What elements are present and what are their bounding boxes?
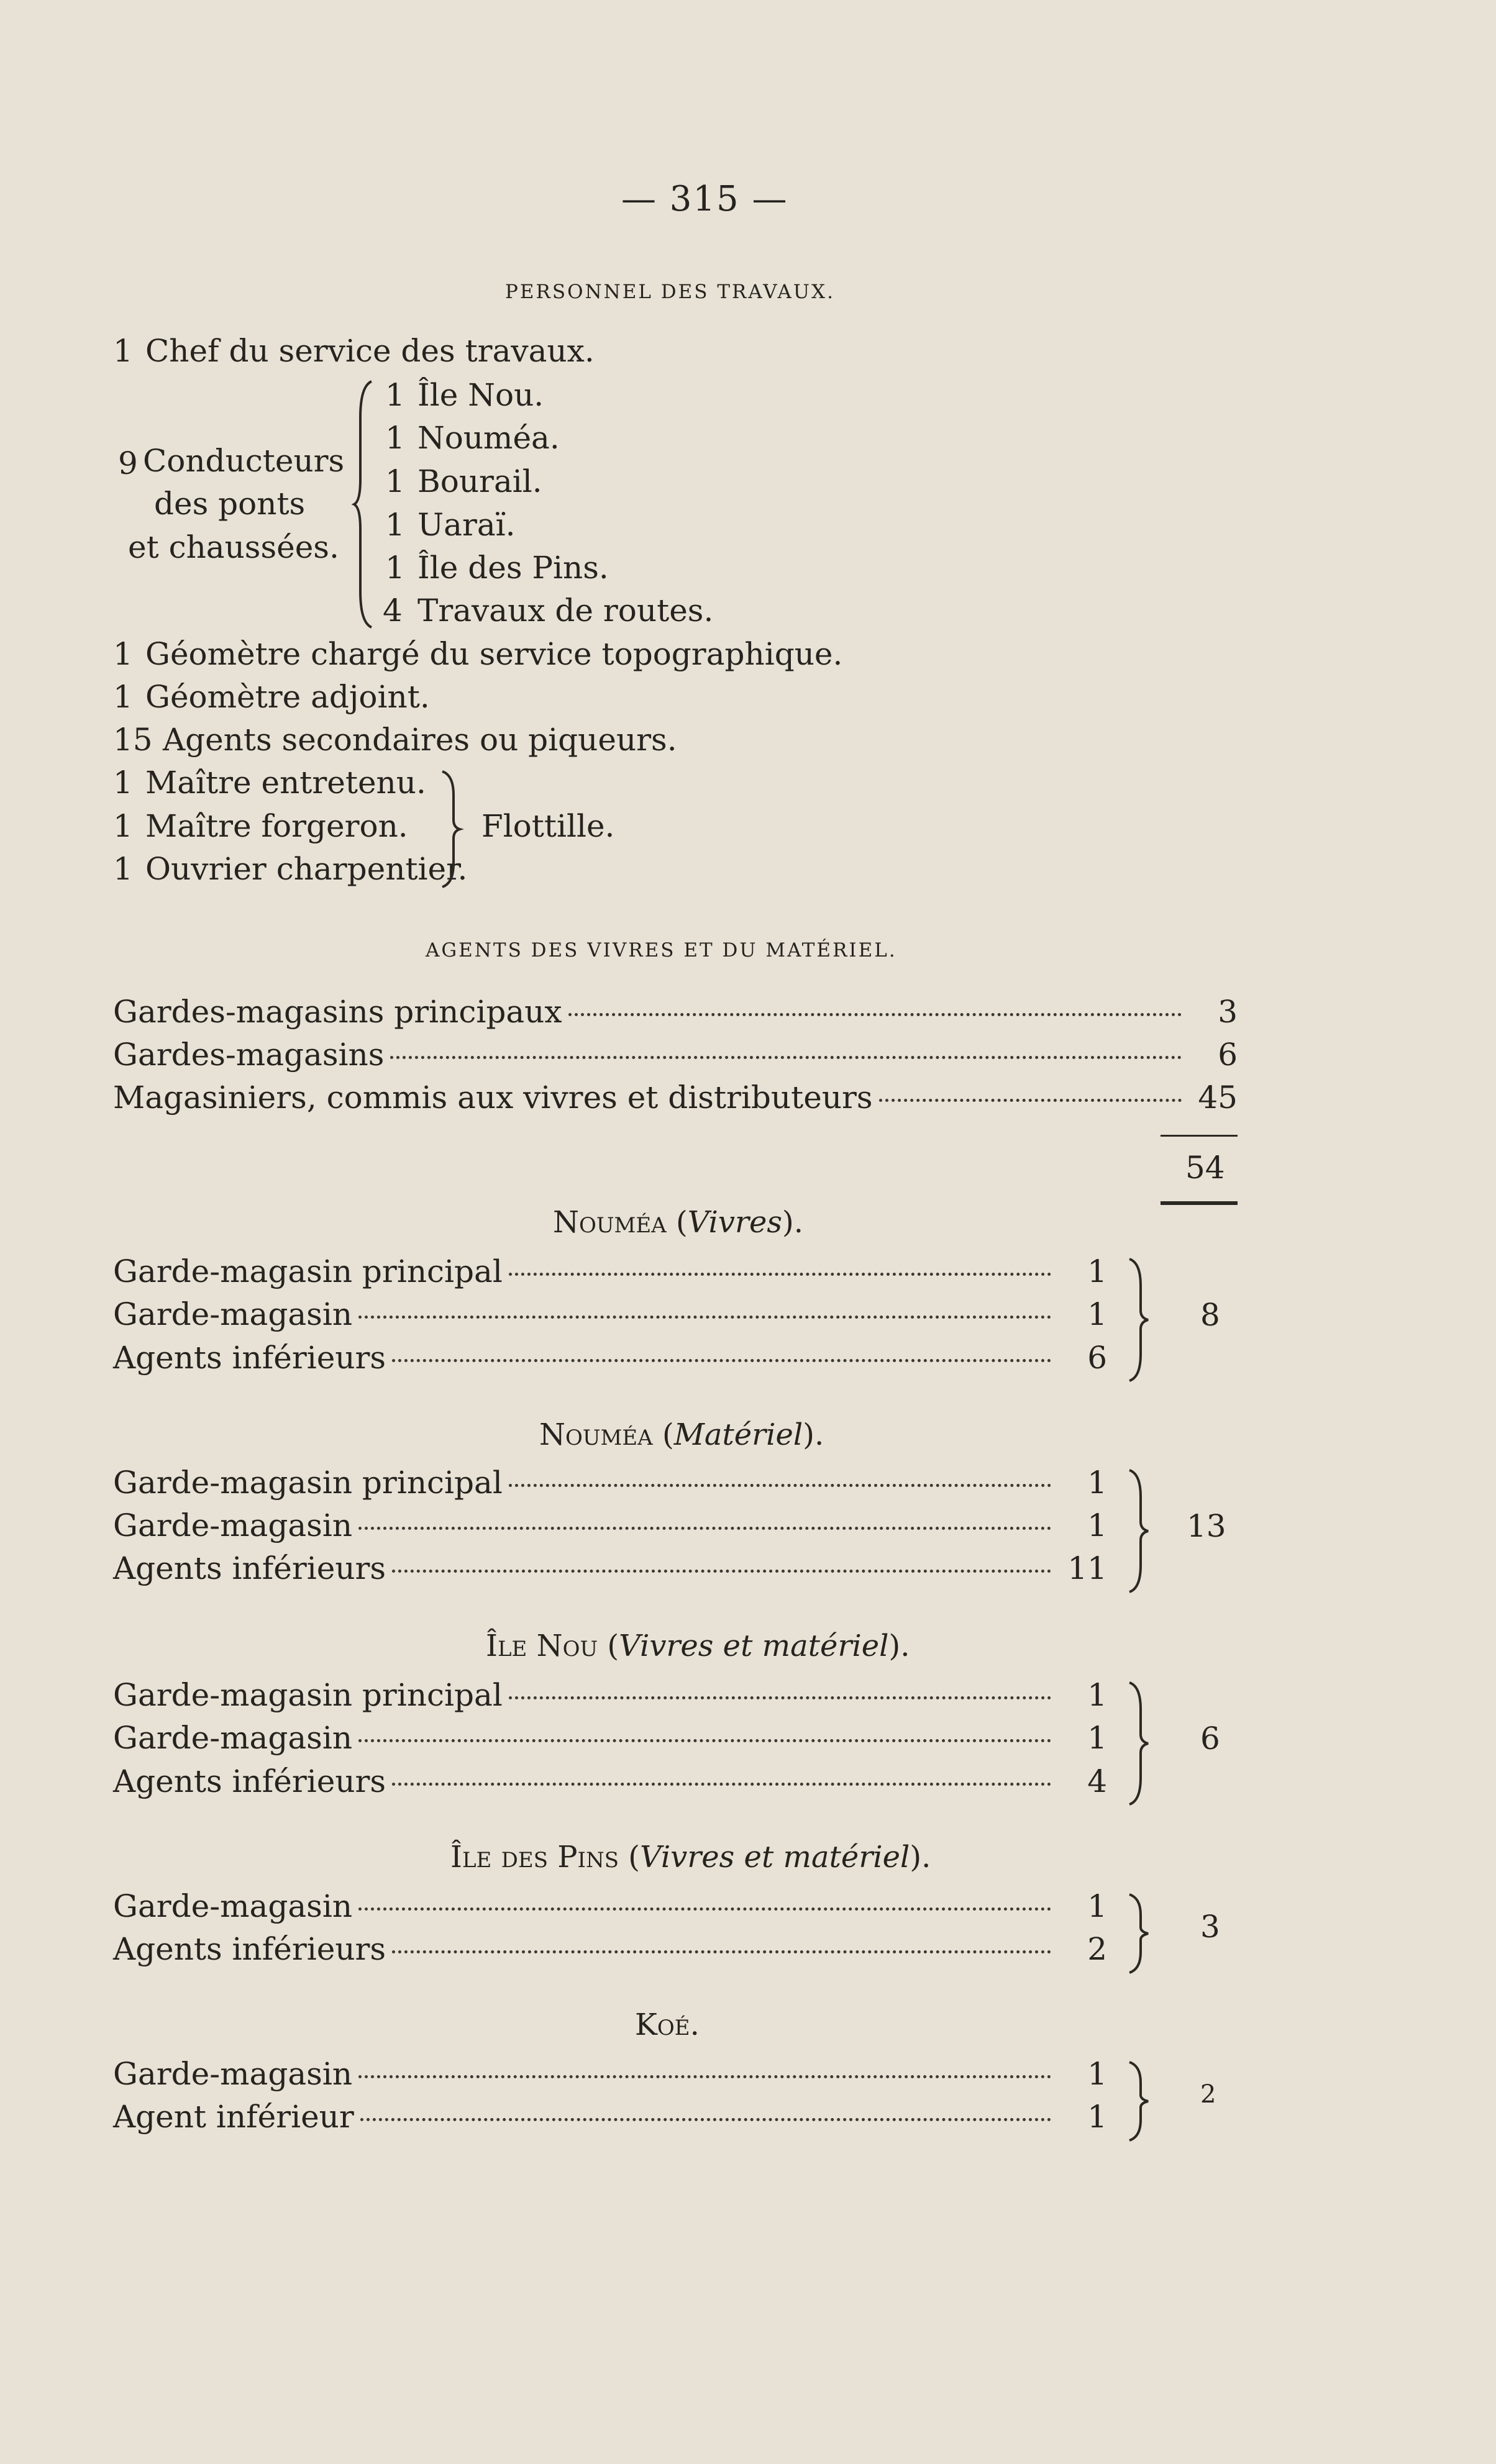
row-label: Magasiniers, commis aux vivres et distributeurs bbox=[113, 1080, 873, 1116]
row-label: Garde-magasin principal bbox=[113, 1465, 503, 1501]
table-row bbox=[113, 1253, 1107, 1291]
conducteur-item-label: Uaraï. bbox=[417, 507, 516, 543]
leader-dots bbox=[358, 1907, 1051, 1911]
table-row bbox=[113, 1888, 1107, 1925]
row-label: Garde-magasin bbox=[113, 1507, 353, 1543]
section-total: 13 bbox=[1187, 1508, 1226, 1544]
section-title-place: Île des Pins bbox=[450, 1840, 619, 1875]
row-value: 3 bbox=[1218, 994, 1238, 1030]
leader-dots bbox=[509, 1484, 1051, 1487]
table-row bbox=[113, 1507, 1107, 1545]
section-total: 8 bbox=[1200, 1297, 1220, 1333]
leader-dots bbox=[390, 1056, 1182, 1059]
section-title-detail: Vivres bbox=[687, 1205, 782, 1240]
flottille-label: Flottille. bbox=[481, 808, 615, 844]
row-label: Gardes-magasins bbox=[113, 1037, 385, 1073]
table-row bbox=[113, 2099, 1107, 2136]
table-row bbox=[113, 1296, 1107, 1334]
table-row bbox=[113, 994, 1238, 1031]
section-title-detail: Vivres et matériel bbox=[640, 1840, 910, 1875]
flottille-item-label: Maître forgeron. bbox=[145, 808, 408, 844]
chef-label: Chef du service des travaux. bbox=[145, 333, 595, 369]
staff-label: Géomètre adjoint. bbox=[145, 679, 430, 715]
row-label: Garde-magasin bbox=[113, 2056, 353, 2092]
conducteur-item-count: 1 bbox=[385, 463, 405, 499]
section-brace bbox=[1129, 2061, 1154, 2142]
flottille-brace bbox=[442, 770, 461, 888]
leader-dots bbox=[360, 2118, 1051, 2121]
flottille-item-count: 1 bbox=[113, 765, 133, 801]
table-row bbox=[113, 1931, 1107, 1968]
staff-label: Géomètre chargé du service topographique. bbox=[145, 636, 843, 672]
leader-dots bbox=[358, 1316, 1051, 1319]
leader-dots bbox=[392, 1570, 1051, 1573]
conducteur-item-label: Île Nou. bbox=[417, 377, 544, 413]
leader-dots bbox=[392, 1950, 1051, 1953]
conducteur-item-label: Bourail. bbox=[417, 463, 542, 499]
row-label: Agent inférieur bbox=[113, 2099, 354, 2135]
conducteurs-count: 9 bbox=[118, 445, 138, 481]
conducteurs-label-line: et chaussées. bbox=[128, 529, 339, 565]
row-value: 1 bbox=[1087, 2056, 1107, 2092]
section-total: 6 bbox=[1200, 1721, 1220, 1757]
chef-count: 1 bbox=[113, 333, 133, 369]
conducteur-item-label: Travaux de routes. bbox=[417, 593, 714, 629]
page-number: — 315 — bbox=[621, 179, 788, 219]
table-row bbox=[113, 1763, 1107, 1801]
table-row bbox=[113, 1677, 1107, 1714]
flottille-item-label: Maître entretenu. bbox=[145, 765, 426, 801]
section-title-detail: Matériel bbox=[673, 1417, 803, 1452]
leader-dots bbox=[392, 1783, 1051, 1786]
conducteurs-label-line: des ponts bbox=[154, 486, 306, 522]
conducteur-item-count: 1 bbox=[385, 420, 405, 456]
row-value: 1 bbox=[1087, 1253, 1107, 1289]
row-label: Gardes-magasins principaux bbox=[113, 994, 562, 1030]
table-row bbox=[113, 1550, 1107, 1588]
leader-dots bbox=[879, 1099, 1182, 1102]
row-value: 11 bbox=[1067, 1550, 1107, 1586]
leader-dots bbox=[358, 1527, 1051, 1530]
section-title: Île des Pins (Vivres et matériel). bbox=[450, 1840, 931, 1875]
flottille-item-count: 1 bbox=[113, 851, 133, 887]
section-title: Nouméa (Matériel). bbox=[539, 1417, 824, 1452]
section-total: 3 bbox=[1200, 1909, 1220, 1945]
row-label: Agents inférieurs bbox=[113, 1763, 386, 1799]
conducteur-item-count: 1 bbox=[385, 507, 405, 543]
section-brace bbox=[1129, 1469, 1154, 1593]
conducteur-item-count: 1 bbox=[385, 377, 405, 413]
row-value: 4 bbox=[1087, 1763, 1107, 1799]
row-value: 6 bbox=[1087, 1340, 1107, 1376]
row-label: Garde-magasin principal bbox=[113, 1677, 503, 1713]
section-heading-vivres: AGENTS DES VIVRES ET DU MATÉRIEL. bbox=[426, 939, 897, 962]
conducteur-item-count: 4 bbox=[383, 593, 403, 629]
conducteurs-brace bbox=[357, 380, 375, 629]
row-value: 1 bbox=[1087, 1677, 1107, 1713]
row-value: 1 bbox=[1087, 1465, 1107, 1501]
conducteur-item-label: Nouméa. bbox=[417, 420, 560, 456]
row-label: Garde-magasin bbox=[113, 1296, 353, 1332]
conducteurs-label-line: Conducteurs bbox=[143, 443, 345, 479]
row-value: 45 bbox=[1198, 1080, 1238, 1116]
row-value: 1 bbox=[1087, 1720, 1107, 1756]
section-total: 2 bbox=[1200, 2080, 1216, 2109]
conducteur-item-label: Île des Pins. bbox=[417, 550, 609, 586]
leader-dots bbox=[358, 1739, 1051, 1742]
sum-rule bbox=[1161, 1135, 1238, 1137]
row-label: Agents inférieurs bbox=[113, 1931, 386, 1967]
row-label: Garde-magasin principal bbox=[113, 1253, 503, 1289]
staff-label: Agents secondaires ou piqueurs. bbox=[163, 722, 677, 758]
section-title-place: Nouméa bbox=[539, 1417, 653, 1452]
row-value: 1 bbox=[1087, 1507, 1107, 1543]
section-brace bbox=[1129, 1681, 1154, 1806]
row-label: Agents inférieurs bbox=[113, 1340, 386, 1376]
section-title-detail: Vivres et matériel bbox=[619, 1629, 889, 1663]
section-title: Île Nou (Vivres et matériel). bbox=[486, 1629, 910, 1663]
section-title-place: Nouméa bbox=[553, 1205, 667, 1240]
section-title: Nouméa (Vivres). bbox=[553, 1205, 803, 1240]
staff-count: 1 bbox=[113, 679, 133, 715]
vivres-total: 54 bbox=[1185, 1150, 1225, 1186]
section-brace bbox=[1129, 1893, 1154, 1974]
leader-dots bbox=[568, 1013, 1182, 1016]
table-row bbox=[113, 1037, 1238, 1074]
leader-dots bbox=[509, 1696, 1051, 1699]
staff-count: 15 bbox=[113, 722, 153, 758]
row-label: Agents inférieurs bbox=[113, 1550, 386, 1586]
row-label: Garde-magasin bbox=[113, 1888, 353, 1924]
section-brace bbox=[1129, 1258, 1154, 1382]
section-title-place: Île Nou bbox=[486, 1629, 598, 1663]
table-row bbox=[113, 1720, 1107, 1757]
row-value: 2 bbox=[1087, 1931, 1107, 1967]
section-title-place: Koé bbox=[635, 2007, 690, 2042]
leader-dots bbox=[358, 2075, 1051, 2078]
row-value: 1 bbox=[1087, 1296, 1107, 1332]
table-row bbox=[113, 2056, 1107, 2093]
staff-count: 1 bbox=[113, 636, 133, 672]
table-row bbox=[113, 1465, 1107, 1502]
leader-dots bbox=[509, 1273, 1051, 1276]
table-row bbox=[113, 1080, 1238, 1117]
row-value: 1 bbox=[1087, 1888, 1107, 1924]
row-value: 6 bbox=[1218, 1037, 1238, 1073]
leader-dots bbox=[392, 1359, 1051, 1362]
flottille-item-label: Ouvrier charpentier. bbox=[145, 851, 468, 887]
total-rule bbox=[1161, 1201, 1238, 1205]
table-row bbox=[113, 1340, 1107, 1377]
row-label: Garde-magasin bbox=[113, 1720, 353, 1756]
section-title: Koé. bbox=[635, 2007, 700, 2042]
conducteur-item-count: 1 bbox=[385, 550, 405, 586]
section-heading-travaux: PERSONNEL DES TRAVAUX. bbox=[505, 281, 835, 303]
row-value: 1 bbox=[1087, 2099, 1107, 2135]
flottille-item-count: 1 bbox=[113, 808, 133, 844]
